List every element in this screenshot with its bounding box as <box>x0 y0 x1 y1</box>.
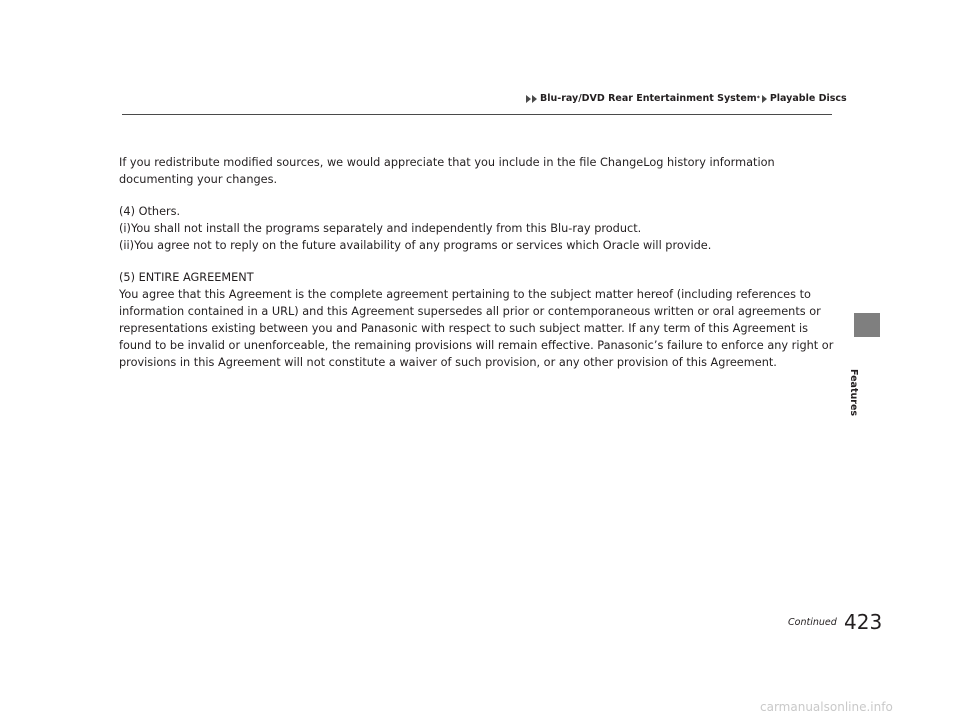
watermark: carmanualsonline.info <box>760 700 893 714</box>
others-item-ii: (ii)You agree not to reply on the future availability of any programs or services which Oracle will provide. <box>119 239 712 252</box>
others-item-i: (i)You shall not install the programs separately and independently from this Blu-ray product. <box>119 222 642 235</box>
page-body <box>119 154 835 386</box>
others-section <box>119 203 835 254</box>
arrow-icon <box>532 95 537 103</box>
arrow-icon <box>526 95 531 103</box>
paragraph-changelog: If you redistribute modified sources, we would appreciate that you include in the file ChangeLog history information documenting your changes. <box>119 156 775 186</box>
entire-agreement-text: You agree that this Agreement is the complete agreement pertaining to the subject matter hereof (including references to information contained in a URL) and this Agreement supersedes all prior or contemporaneous written or oral agreements or representations existing between you and Panasonic with respect to such subject matter. If any term of this Agreement is found to be invalid or unenforceable, the remaining provisions will remain effective. Panasonic’s failure to enforce any right or provisions in this Agreement will not constitute a waiver of such provision, or any other provision of this Agreement. <box>119 288 834 369</box>
asterisk-mark: * <box>756 95 760 102</box>
continued-label: Continued <box>788 617 837 628</box>
breadcrumb <box>526 93 847 104</box>
header-divider <box>122 114 832 115</box>
breadcrumb-subsection: Playable Discs <box>769 93 847 104</box>
entire-agreement-section <box>119 269 835 371</box>
entire-agreement-title: (5) ENTIRE AGREEMENT <box>119 271 254 284</box>
arrow-icon <box>762 95 767 103</box>
breadcrumb-section: Blu-ray/DVD Rear Entertainment System <box>540 93 757 104</box>
section-tab-marker <box>854 313 880 337</box>
others-title: (4) Others. <box>119 205 181 218</box>
page-number: 423 <box>844 610 883 634</box>
section-tab-label: Features <box>848 369 859 417</box>
